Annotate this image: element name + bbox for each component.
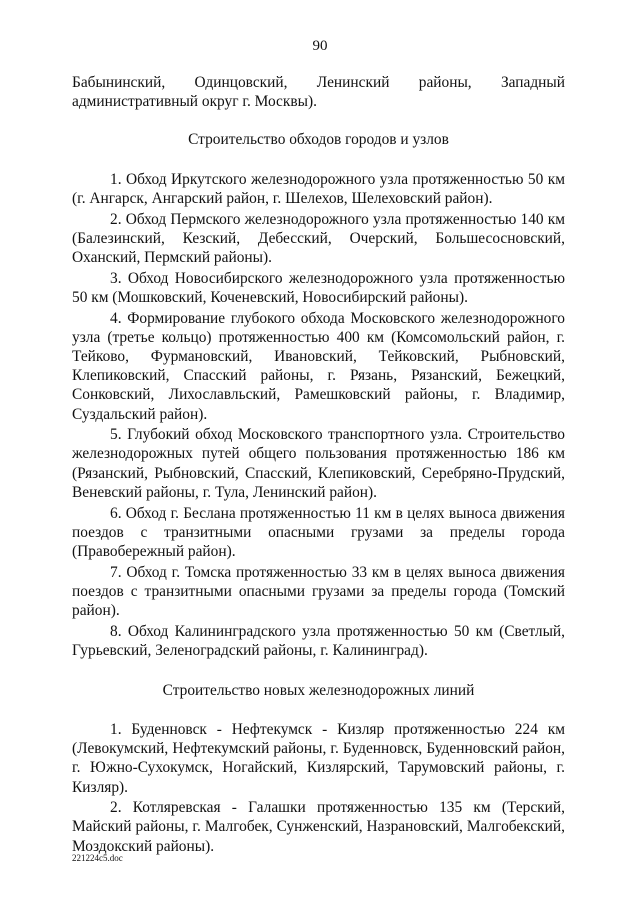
bypass-item-8: 8. Обход Калининградского узла протяженностью 50 км (Светлый, Гурьевский, Зеленоградский районы, г. Калининград). <box>72 622 565 659</box>
bypass-item-2: 2. Обход Пермского железнодорожного узла протяженностью 140 км (Балезинский, Кезский, Дебесский, Очерский, Большесосновский, Оханский, Пермский районы). <box>72 210 565 266</box>
intro-continuation: Бабынинский, Одинцовский, Ленинский районы, Западный административный округ г. Москвы). <box>72 74 565 111</box>
bypass-item-6: 6. Обход г. Беслана протяженностью 11 км в целях выноса движения поездов с транзитными опасными грузами за пределы города (Правобережный район). <box>72 504 565 560</box>
bypass-item-7: 7. Обход г. Томска протяженностью 33 км в целях выноса движения поездов с транзитными опасными грузами за пределы города (Томский район). <box>72 563 565 620</box>
bypass-item-1: 1. Обход Иркутского железнодорожного узла протяженностью 50 км (г. Ангарск, Ангарский район, г. Шелехов, Шелеховский район). <box>72 170 565 207</box>
section-heading-bypasses: Строительство обходов городов и узлов <box>188 131 449 149</box>
footer-file-code: 221224c5.doc <box>72 853 123 863</box>
bypass-item-3: 3. Обход Новосибирского железнодорожного узла протяженностью 50 км (Мошковский, Коченевский, Новосибирский районы). <box>72 269 565 306</box>
document-body <box>72 73 565 857</box>
bypass-item-4: 4. Формирование глубокого обхода Московского железнодорожного узла (третье кольцо) протяженностью 400 км (Комсомольский район, г. Тейково, Фурмановский, Ивановский, Тейковский, Рыбновский, Клепиковский, Спасский районы, г. Рязань, Рязанский, Бежецкий, Сонковский, Лихославльский, Рамешковский районы, г. Владимир, Суздальский район). <box>72 309 565 423</box>
new-line-item-1: 1. Буденновск - Нефтекумск - Кизляр протяженностью 224 км (Левокумский, Нефтекумский районы, г. Буденновск, Буденновский район, г. Южно-Сухокумск, Ногайский, Кизлярский, Тарумовский районы, г. Кизляр). <box>72 720 565 796</box>
page-number: 90 <box>312 38 328 54</box>
section-heading-new-lines: Строительство новых железнодорожных линий <box>162 681 475 699</box>
bypass-item-5: 5. Глубокий обход Московского транспортного узла. Строительство железнодорожных путей общего пользования протяженностью 186 км (Рязанский, Рыбновский, Спасский, Клепиковский, Серебряно-Прудский, Веневский районы, г. Тула, Ленинский район). <box>72 426 565 501</box>
new-line-item-2: 2. Котляревская - Галашки протяженностью 135 км (Терский, Майский районы, г. Малгобек, Сунженский, Назрановский, Малгобекский, Моздокский районы). <box>72 799 565 855</box>
